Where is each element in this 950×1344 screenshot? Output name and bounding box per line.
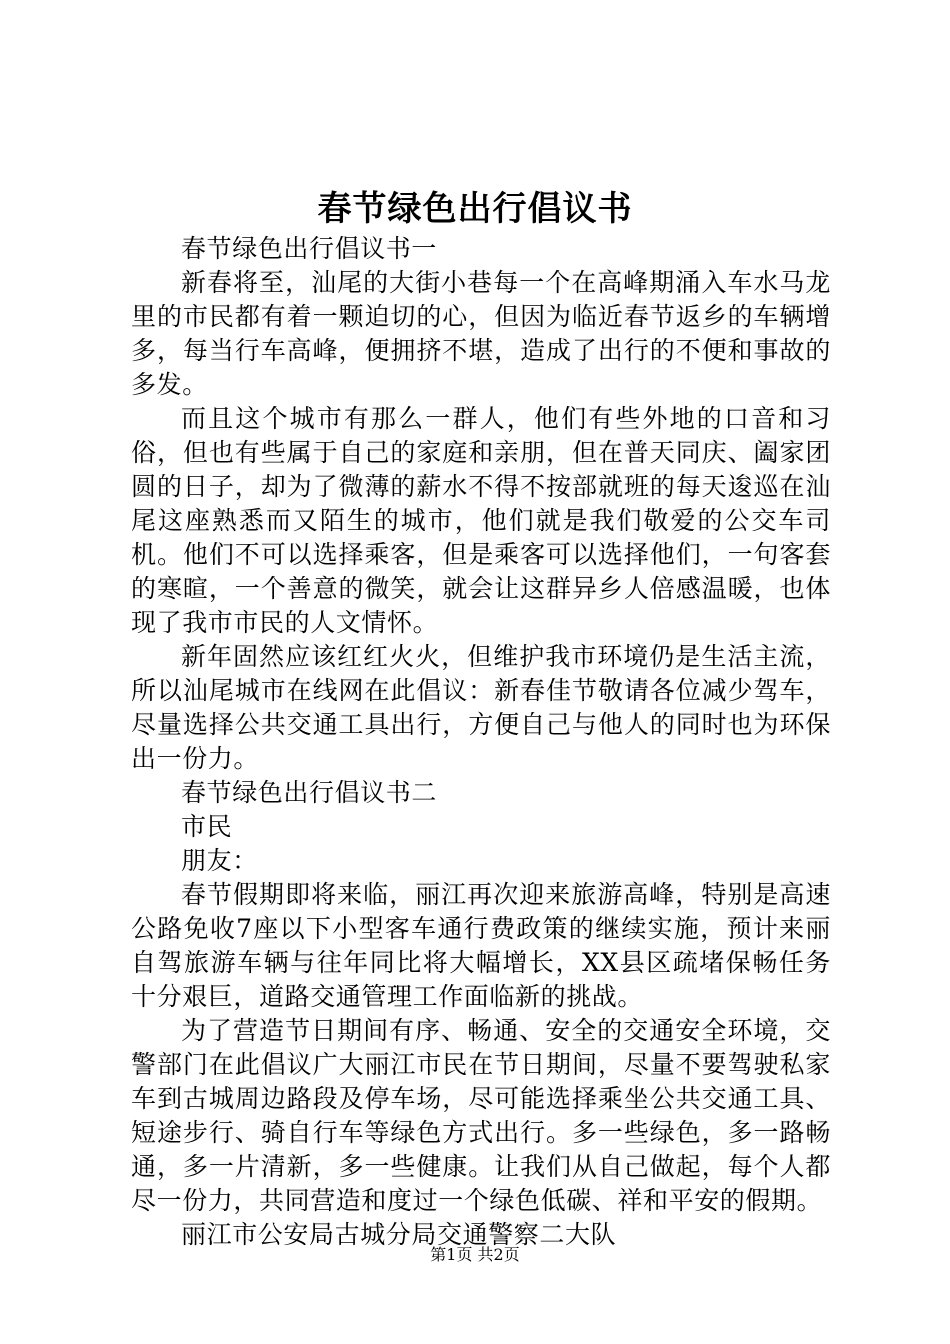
paragraph: 而且这个城市有那么一群人，他们有些外地的口音和习俗，但也有些属于自己的家庭和亲朋，但在普天同庆、阖家团圆的日子，却为了微薄的薪水不得不按部就班的每天逡巡在汕尾这座熟悉而又陌生的城市，他们就是我们敬爱的公交车司机。他们不可以选择乘客，但是乘客可以选择他们，一句客套的寒暄，一个善意的微笑，就会让这群异乡人倍感温暖，也体现了我市市民的人文情怀。 [131,404,831,637]
paragraph: 为了营造节日期间有序、畅通、安全的交通安全环境，交警部门在此倡议广大丽江市民在节日期间，尽量不要驾驶私家车到古城周边路段及停车场，尽可能选择乘坐公共交通工具、短途步行、骑自行车等绿色方式出行。多一些绿色，多一路畅通，多一片清新，多一些健康。让我们从自己做起，每个人都尽一份力，共同营造和度过一个绿色低碳、祥和平安的假期。 [131,1016,831,1215]
signature-line: 丽江市公安局古城分局交通警察二大队 [181,1220,617,1249]
document-title: 春节绿色出行倡议书 [317,189,633,229]
paragraph: 春节假期即将来临，丽江再次迎来旅游高峰，特别是高速公路免收7座以下小型客车通行费政策的继续实施，预计来丽自驾旅游车辆与往年同比将大幅增长，XX县区疏堵保畅任务十分艰巨，道路交通管理工作面临新的挑战。 [131,880,831,1011]
paragraph: 新春将至，汕尾的大街小巷每一个在高峰期涌入车水马龙里的市民都有着一颗迫切的心，但因为临近春节返乡的车辆增多，每当行车高峰，便拥挤不堪，造成了出行的不便和事故的多发。 [131,268,831,399]
salutation-line-1: 市民 [181,812,233,841]
document-body [131,232,831,1252]
paragraph: 新年固然应该红红火火，但维护我市环境仍是生活主流，所以汕尾城市在线网在此倡议：新春佳节敬请各位减少驾车，尽量选择公共交通工具出行，方便自己与他人的同时也为环保出一份力。 [131,642,831,773]
section-heading-1: 春节绿色出行倡议书一 [181,234,438,263]
page-footer: 第1页 共2页 [430,1245,520,1264]
salutation-line-2: 朋友： [181,846,258,875]
section-heading-2: 春节绿色出行倡议书二 [181,778,438,807]
